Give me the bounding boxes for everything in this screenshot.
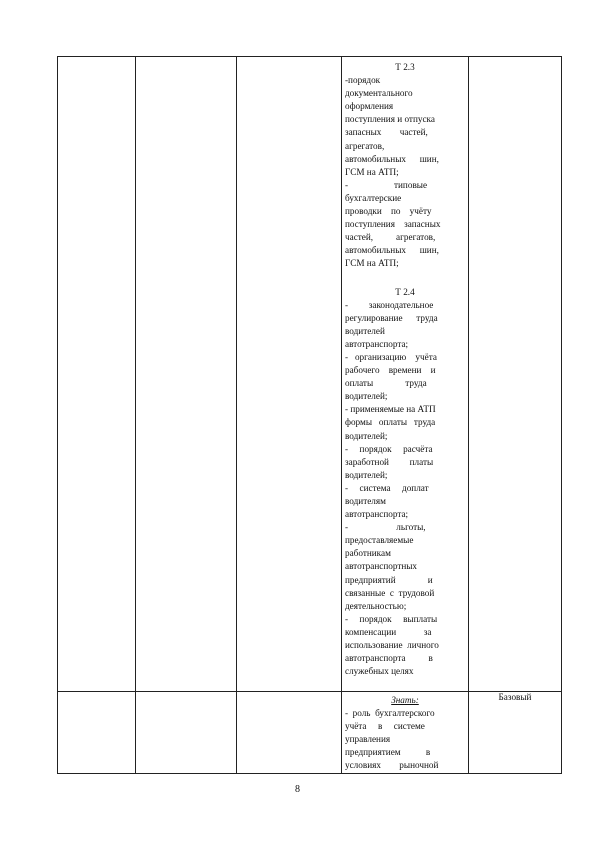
table-cell-empty	[58, 692, 136, 774]
text-line: - типовые	[345, 179, 428, 190]
t24-lines	[345, 299, 465, 679]
text-line: автомобильных шин,	[345, 245, 439, 256]
text-line: -порядок	[345, 75, 381, 86]
text-line: ГСМ на АТП;	[345, 258, 399, 269]
table-cell-empty	[237, 692, 342, 774]
text-line: заработной платы	[345, 456, 434, 467]
text-line: поступления запасных	[345, 219, 441, 230]
table-cell-empty	[136, 57, 237, 692]
text-line: деятельностью;	[345, 600, 407, 611]
text-line: предоставляемые	[345, 535, 414, 546]
text-line: частей, агрегатов,	[345, 232, 436, 243]
text-line: формы оплаты труда	[345, 417, 436, 428]
level-cell: Базовый	[469, 692, 562, 774]
row2-lines	[345, 707, 465, 772]
text-line: работникам	[345, 548, 391, 559]
table-cell-empty	[136, 692, 237, 774]
table-cell-empty	[58, 57, 136, 692]
text-line: агрегатов,	[345, 140, 385, 151]
text-line: управления	[345, 734, 391, 745]
text-line: автотранспорта;	[345, 509, 409, 520]
text-line: учёта в системе	[345, 721, 425, 732]
section-heading-t24: Т 2.4	[395, 286, 415, 297]
text-line: - порядок расчёта	[345, 443, 433, 454]
text-line: поступления и отпуска	[345, 114, 435, 125]
t23-lines	[345, 74, 465, 270]
text-line: предприятием в	[345, 747, 431, 758]
text-line: использование личного	[345, 640, 439, 651]
text-line: компенсации за	[345, 626, 432, 637]
text-line: - система доплат	[345, 482, 429, 493]
table-cell-empty	[237, 57, 342, 692]
text-line: - льготы,	[345, 522, 426, 533]
text-line: запасных частей,	[345, 127, 428, 138]
text-line: - организацию учёта	[345, 351, 437, 362]
content-know	[342, 692, 468, 773]
text-line: автотранспортных	[345, 561, 418, 572]
text-line: - порядок выплаты	[345, 613, 438, 624]
text-line: ГСМ на АТП;	[345, 166, 399, 177]
text-line: связанные с трудовой	[345, 587, 435, 598]
text-line: - применяемые на АТП	[345, 404, 436, 415]
text-line: автомобильных шин,	[345, 153, 439, 164]
text-line: водителей;	[345, 430, 388, 441]
text-line: водителей;	[345, 469, 388, 480]
content-t23	[342, 57, 468, 678]
section-heading-t23: Т 2.3	[395, 62, 415, 72]
text-line: служебных целях	[345, 666, 414, 677]
text-line: проводки по учёту	[345, 206, 432, 217]
text-line: автотранспорта в	[345, 653, 433, 664]
text-line: оплаты труда	[345, 378, 427, 389]
text-line: оформления	[345, 101, 394, 112]
table-cell-content	[342, 692, 469, 774]
text-line: - роль бухгалтерского	[345, 708, 435, 719]
table-cell-empty	[469, 57, 562, 692]
text-line: - законодательное	[345, 299, 434, 310]
text-line: водителям	[345, 496, 386, 506]
table-cell-content	[342, 57, 469, 692]
text-line: регулирование труда	[345, 312, 438, 323]
table-row	[58, 57, 562, 692]
text-line: документального	[345, 88, 413, 99]
text-line: водителей	[345, 325, 385, 336]
text-line: рабочего времени и	[345, 365, 436, 376]
table-row	[58, 692, 562, 774]
competency-table	[57, 56, 562, 774]
text-line: автотранспорта;	[345, 338, 409, 349]
text-line: бухгалтерские	[345, 192, 402, 203]
know-heading: Знать:	[391, 695, 419, 705]
page-number: 8	[295, 784, 300, 795]
text-line: условиях рыночной	[345, 760, 439, 771]
text-line: водителей;	[345, 391, 388, 402]
text-line: предприятий и	[345, 574, 433, 585]
